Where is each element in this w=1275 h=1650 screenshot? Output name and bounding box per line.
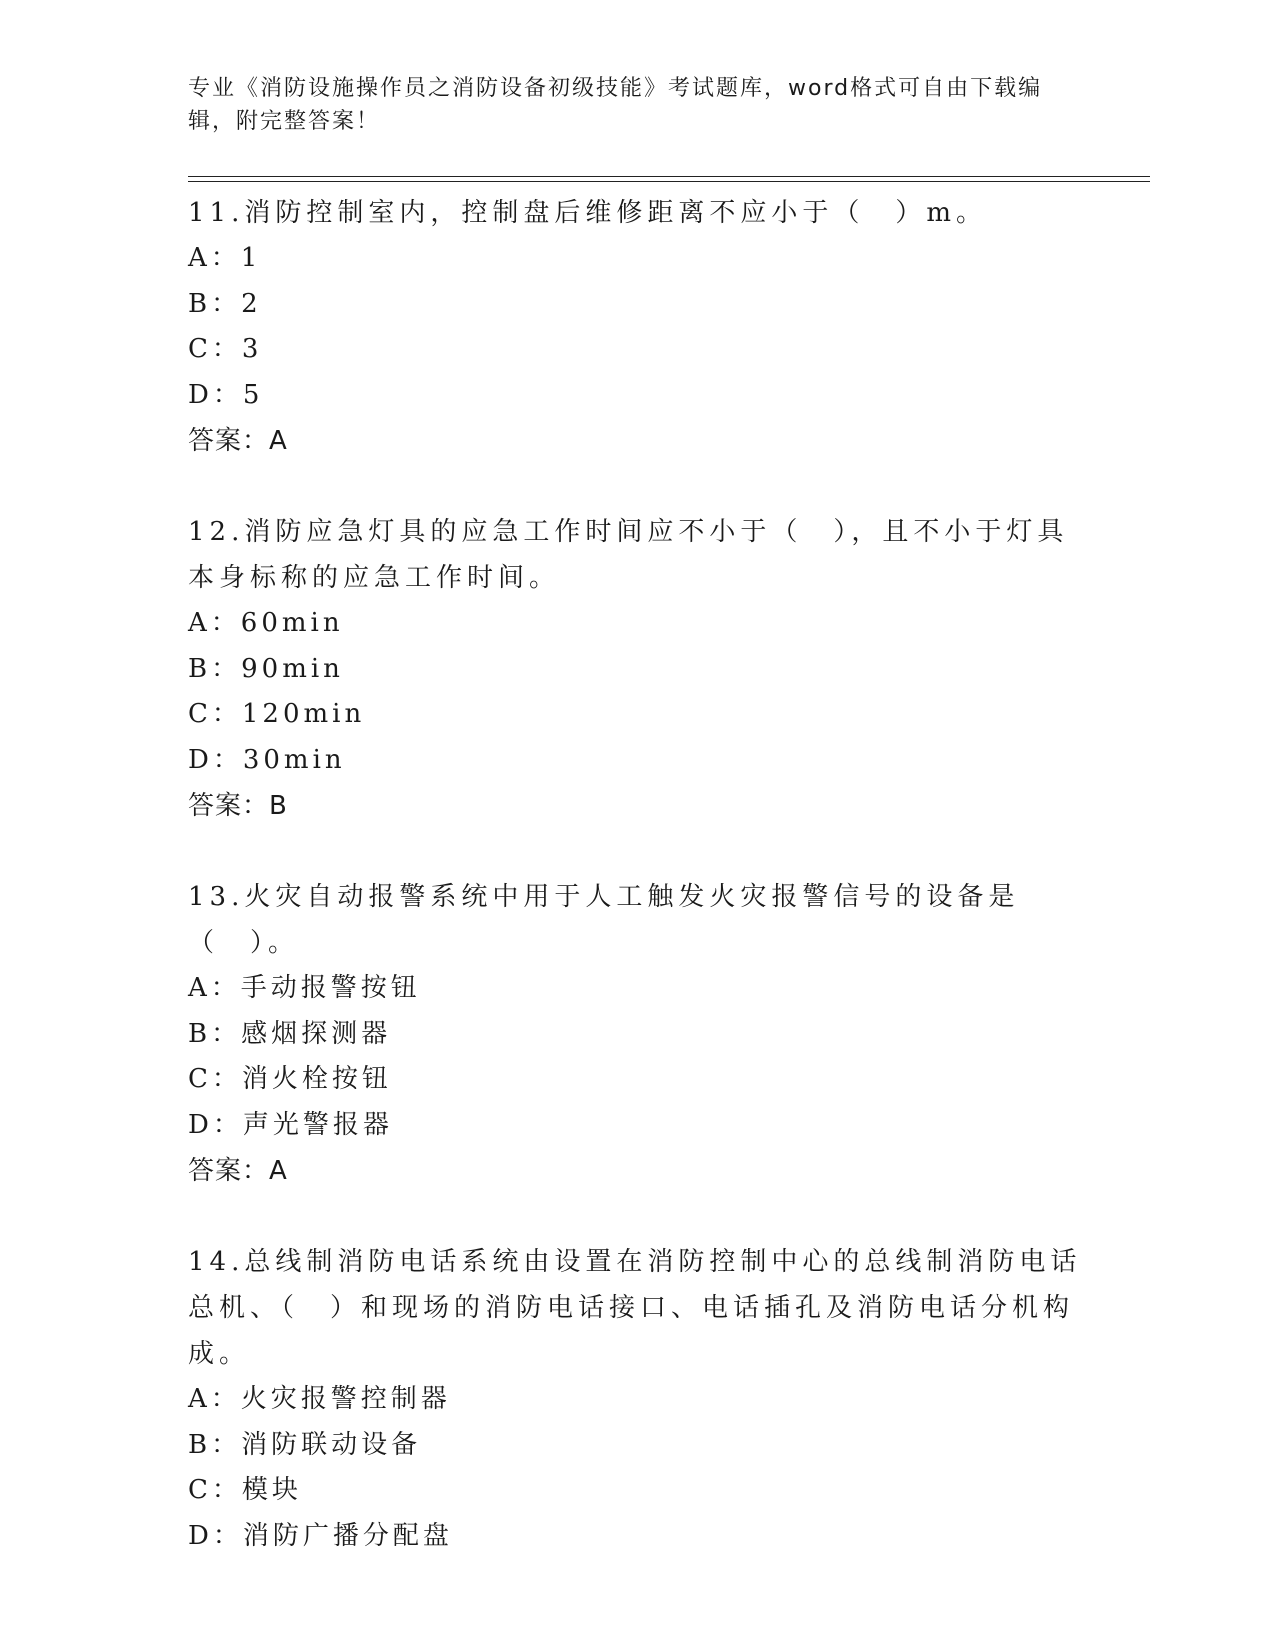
header-divider — [188, 176, 1150, 182]
option-d: D：声光警报器 — [188, 1109, 393, 1140]
option-b: B：2 — [188, 288, 262, 319]
question-11 — [188, 190, 1088, 464]
question-list — [188, 190, 1088, 1604]
option-a: A：60min — [188, 608, 344, 638]
option-b: B：90min — [188, 653, 344, 684]
option-d: D：5 — [188, 379, 264, 410]
option-c: C：120min — [188, 699, 366, 729]
option-c: C：模块 — [188, 1475, 302, 1505]
option-a: A：1 — [188, 243, 262, 273]
option-b: B：感烟探测器 — [188, 1018, 392, 1049]
answer-line: 答案：A — [188, 1156, 288, 1186]
question-stem: 13.火灾自动报警系统中用于人工触发火灾报警信号的设备是（ ）。 — [188, 882, 1020, 958]
answer-line: 答案：A — [188, 426, 288, 456]
question-stem: 12.消防应急灯具的应急工作时间应不小于（ ），且不小于灯具本身标称的应急工作时间。 — [188, 517, 1069, 593]
answer-line: 答案：B — [188, 791, 288, 821]
option-d: D：30min — [188, 744, 346, 775]
document-intro: 专业《消防设施操作员之消防设备初级技能》考试题库，word格式可自由下载编辑，附完整答案！ — [188, 76, 1043, 134]
question-stem: 11.消防控制室内，控制盘后维修距离不应小于（ ）m。 — [188, 198, 988, 228]
question-stem: 14.总线制消防电话系统由设置在消防控制中心的总线制消防电话总机、（ ）和现场的消防电话接口、电话插孔及消防电话分机构成。 — [188, 1247, 1082, 1369]
question-13 — [188, 874, 1088, 1194]
question-12 — [188, 509, 1088, 829]
question-14 — [188, 1239, 1088, 1559]
option-c: C：3 — [188, 334, 263, 364]
option-a: A：火灾报警控制器 — [188, 1384, 451, 1414]
option-b: B：消防联动设备 — [188, 1429, 422, 1460]
option-d: D：消防广播分配盘 — [188, 1520, 453, 1551]
option-a: A：手动报警按钮 — [188, 973, 421, 1003]
option-c: C：消火栓按钮 — [188, 1064, 392, 1094]
